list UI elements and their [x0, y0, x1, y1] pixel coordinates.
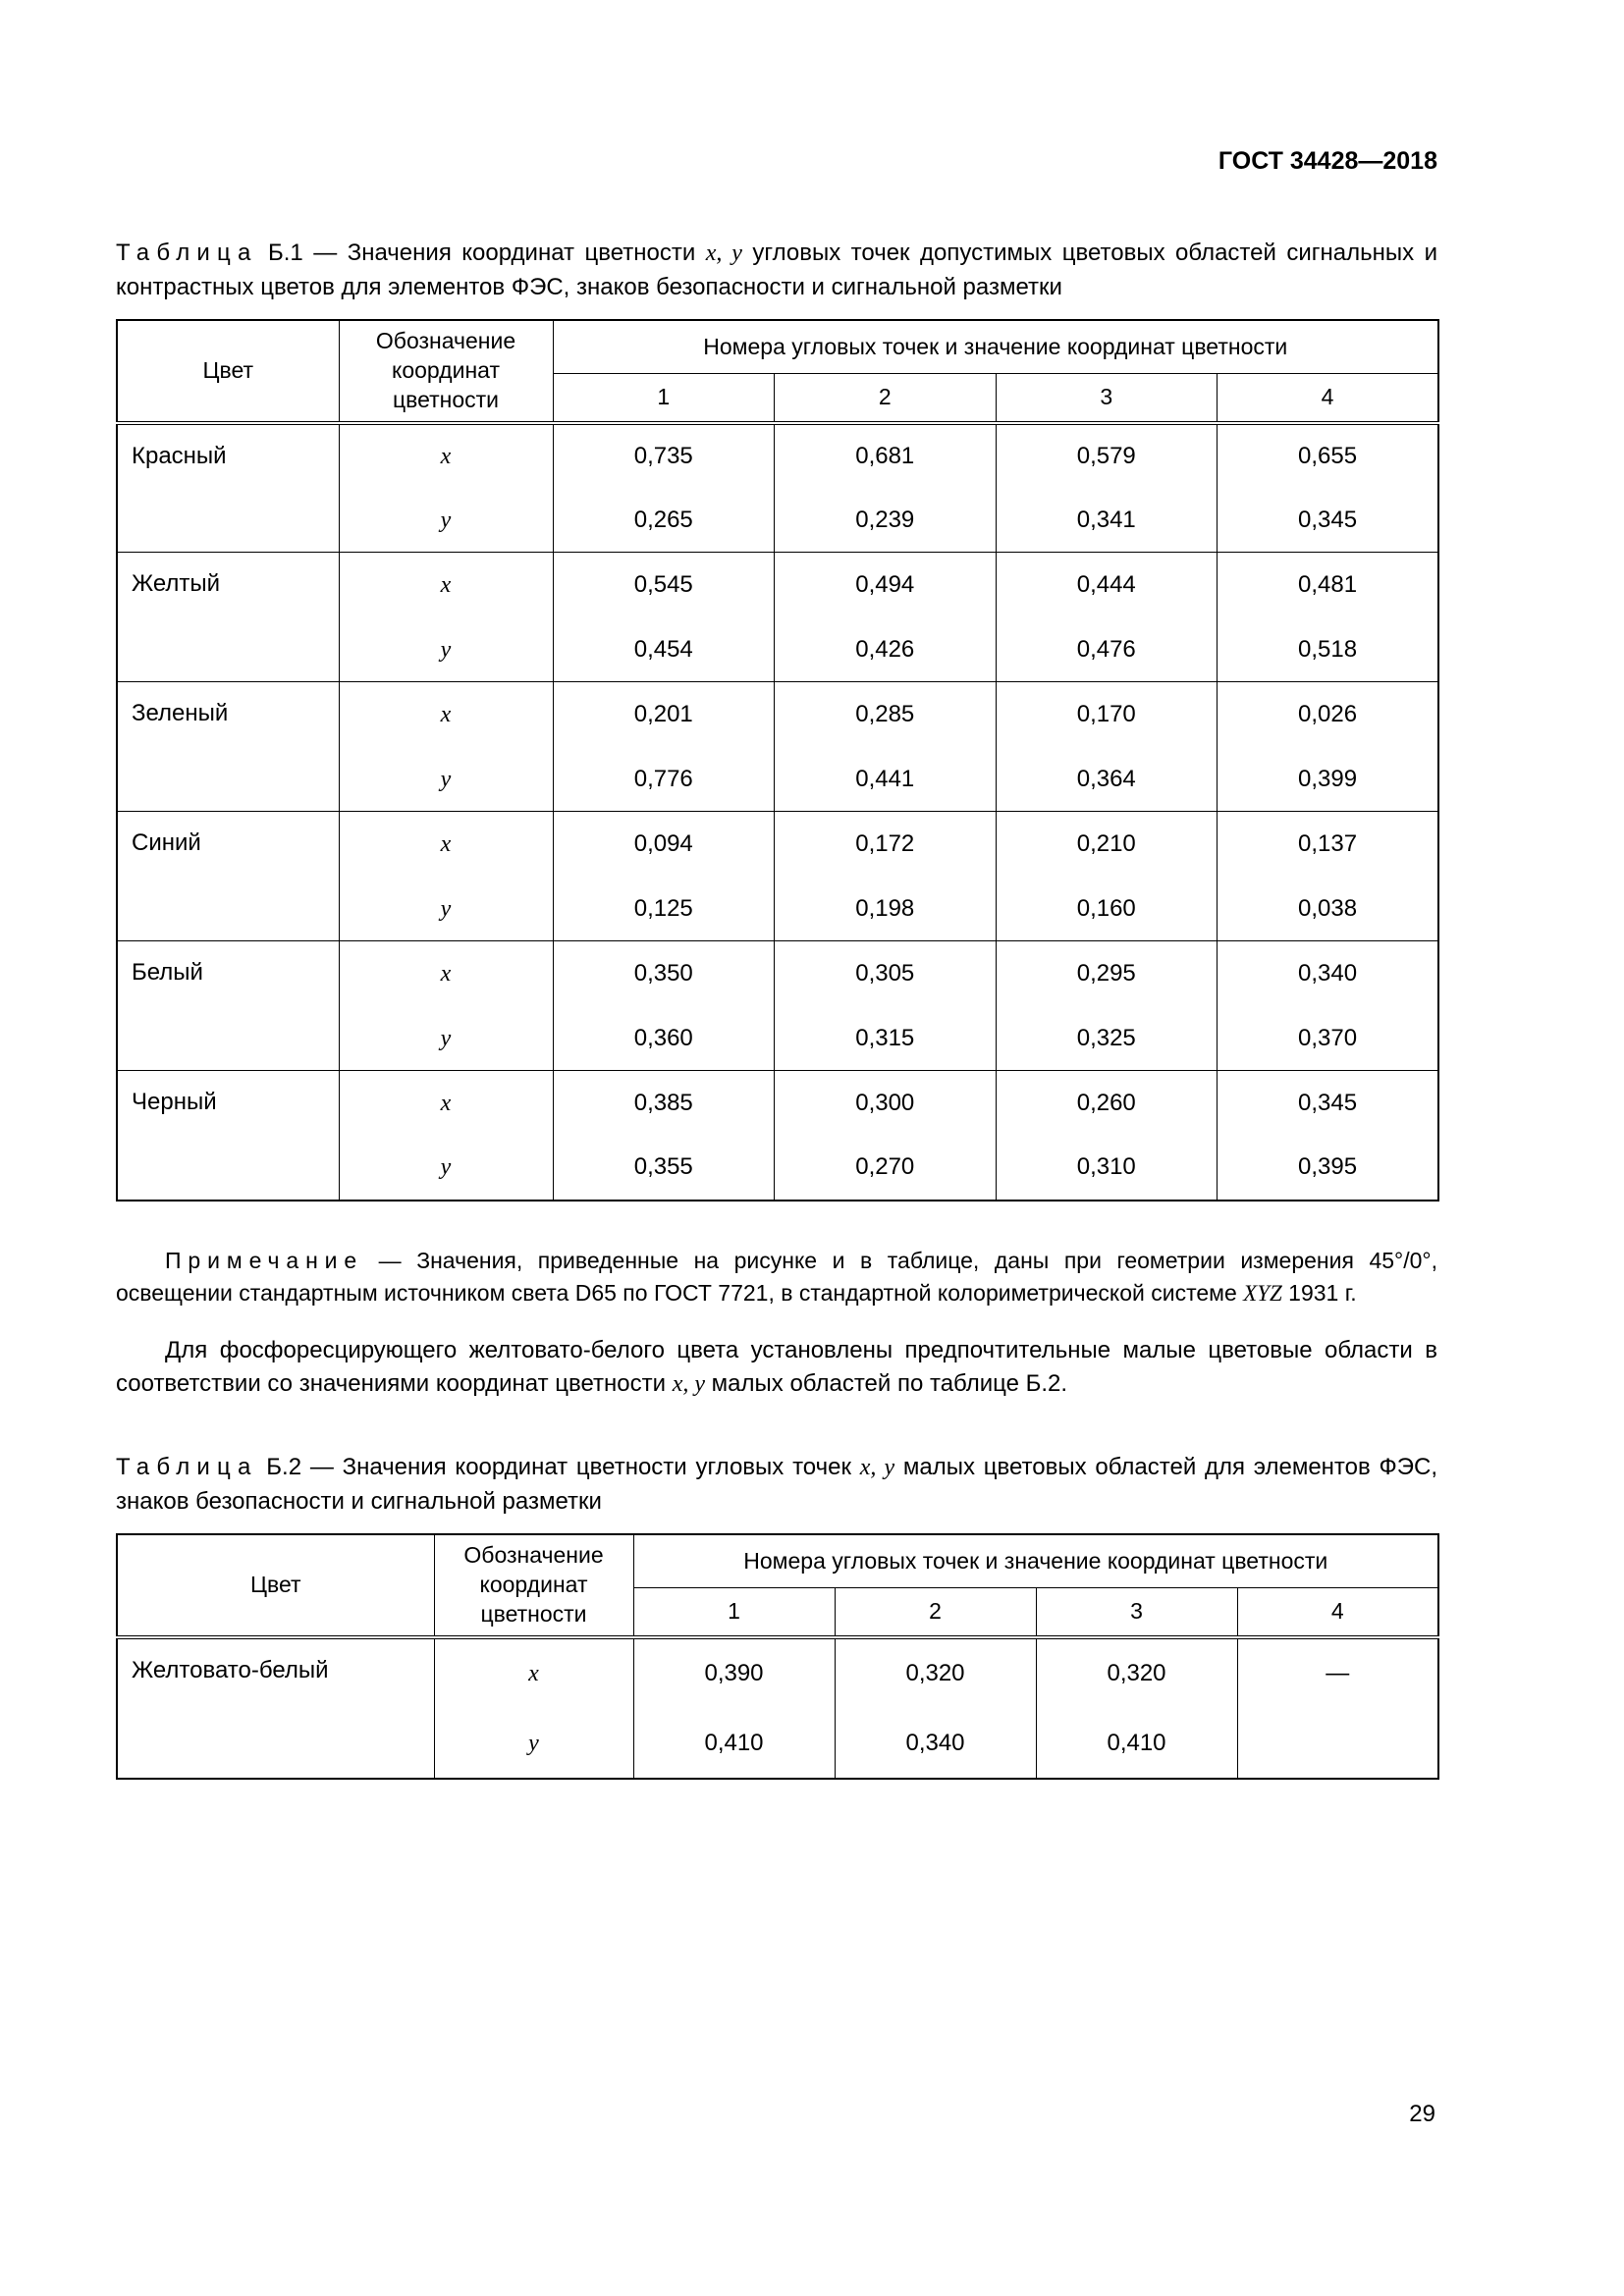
coord-label-cell	[434, 1708, 633, 1779]
coord-label-cell	[339, 423, 553, 488]
value-cell: 0,345	[1218, 1071, 1439, 1136]
coord-label-cell	[339, 682, 553, 747]
page-number: 29	[1409, 2101, 1435, 2127]
value-cell: 0,305	[775, 941, 997, 1006]
table-row	[117, 941, 1438, 1006]
column-header-designation: Обозначение координат цветности	[434, 1534, 633, 1637]
value-cell: 0,355	[553, 1136, 775, 1201]
table-row	[117, 553, 1438, 617]
value-cell: 0,310	[996, 1136, 1218, 1201]
value-cell: 0,198	[775, 877, 997, 941]
value-cell: 0,172	[775, 812, 997, 877]
table-row	[117, 423, 1438, 488]
value-cell: 0,399	[1218, 747, 1439, 812]
coord-label-cell	[434, 1637, 633, 1708]
value-cell: 0,265	[553, 488, 775, 553]
value-cell: 0,340	[1218, 941, 1439, 1006]
caption-text: малых цветовых областей для элементов ФЭС, знаков безопасности и сигнальной разметки	[116, 1454, 1438, 1515]
point-number-header: 2	[835, 1588, 1036, 1637]
table-row	[117, 1071, 1438, 1136]
value-cell: 0,364	[996, 747, 1218, 812]
coord-x-label: x	[440, 702, 452, 728]
coord-y-label: y	[440, 766, 452, 792]
caption-variables: x, y	[859, 1455, 895, 1481]
table-header-row	[117, 320, 1438, 373]
value-cell: 0,160	[996, 877, 1218, 941]
value-cell: 0,481	[1218, 553, 1439, 617]
point-number-header: 3	[1036, 1588, 1237, 1637]
column-header-color: Цвет	[117, 320, 339, 423]
coord-label-cell	[339, 941, 553, 1006]
table-b2-body	[117, 1637, 1438, 1779]
value-cell: 0,295	[996, 941, 1218, 1006]
color-name-cell: Белый	[117, 941, 339, 1071]
value-cell: 0,545	[553, 553, 775, 617]
value-cell: 0,026	[1218, 682, 1439, 747]
coord-y-label: y	[440, 507, 452, 533]
caption-number: Б.2	[266, 1454, 302, 1481]
column-header-color: Цвет	[117, 1534, 434, 1637]
note-text: — Значения, приведенные на рисунке и в таблице, даны при геометрии измерения 45°/0°, освещении стандартным источником света D65 по ГОСТ 7721, в стандартной колориметрической системе	[116, 1247, 1437, 1307]
value-cell: 0,300	[775, 1071, 997, 1136]
value-cell: 0,094	[553, 812, 775, 877]
coord-label-cell	[339, 812, 553, 877]
column-header-points: Номера угловых точек и значение координат цветности	[553, 320, 1438, 373]
coord-y-label: y	[440, 1154, 452, 1181]
value-cell: 0,210	[996, 812, 1218, 877]
coord-label-cell	[339, 1071, 553, 1136]
value-cell: 0,370	[1218, 1006, 1439, 1071]
value-cell: 0,390	[633, 1637, 835, 1708]
note-variable: XYZ	[1243, 1281, 1282, 1307]
value-cell: 0,579	[996, 423, 1218, 488]
coord-x-label: x	[440, 443, 452, 469]
table-b1-caption	[116, 237, 1437, 303]
point-number-header: 1	[553, 374, 775, 423]
value-cell	[1237, 1708, 1438, 1779]
color-name-cell: Желтовато-белый	[117, 1637, 434, 1779]
value-cell: 0,285	[775, 682, 997, 747]
caption-label: Таблица	[116, 1454, 258, 1481]
value-cell: 0,170	[996, 682, 1218, 747]
point-number-header: 2	[775, 374, 997, 423]
coord-x-label: x	[440, 1091, 452, 1117]
value-cell: 0,270	[775, 1136, 997, 1201]
coord-label-cell	[339, 553, 553, 617]
value-cell: 0,776	[553, 747, 775, 812]
color-name-cell: Черный	[117, 1071, 339, 1201]
value-cell: 0,201	[553, 682, 775, 747]
value-cell: 0,320	[1036, 1637, 1237, 1708]
paragraph-text: Для фосфоресцирующего желтовато-белого цвета установлены предпочтительные малые цветовые области в соответствии со значениями координат цветности	[116, 1336, 1437, 1398]
coord-x-label: x	[440, 831, 452, 858]
value-cell: 0,410	[633, 1708, 835, 1779]
caption-text: угловых точек допустимых цветовых областей сигнальных и контрастных цветов для элементов ФЭС, знаков безопасности и сигнальной разметки	[116, 240, 1438, 300]
value-cell: 0,340	[835, 1708, 1036, 1779]
value-cell: 0,410	[1036, 1708, 1237, 1779]
value-cell: 0,655	[1218, 423, 1439, 488]
table-b1	[116, 319, 1439, 1201]
coord-label-cell	[339, 488, 553, 553]
caption-number: Б.1	[268, 240, 303, 266]
caption-text: Значения координат цветности	[347, 240, 696, 266]
value-cell: 0,395	[1218, 1136, 1439, 1201]
doc-number: ГОСТ 34428—2018	[1218, 147, 1437, 175]
value-cell: 0,476	[996, 617, 1218, 682]
coord-y-label: y	[440, 895, 452, 922]
value-cell: 0,494	[775, 553, 997, 617]
coord-label-cell	[339, 617, 553, 682]
value-cell: 0,735	[553, 423, 775, 488]
color-name-cell: Желтый	[117, 553, 339, 682]
table-b2	[116, 1533, 1439, 1780]
value-cell: 0,441	[775, 747, 997, 812]
point-number-header: 1	[633, 1588, 835, 1637]
table-header-row	[117, 1534, 1438, 1587]
note-label: Примечание	[165, 1247, 364, 1273]
value-cell: 0,320	[835, 1637, 1036, 1708]
caption-label: Таблица	[116, 240, 258, 266]
note	[116, 1245, 1437, 1310]
caption-variables: x, y	[705, 240, 742, 266]
coord-y-label: y	[528, 1730, 539, 1756]
table-b1-body	[117, 423, 1438, 1201]
value-cell: 0,518	[1218, 617, 1439, 682]
coord-y-label: y	[440, 1025, 452, 1051]
value-cell: 0,125	[553, 877, 775, 941]
table-row	[117, 812, 1438, 877]
coord-label-cell	[339, 1006, 553, 1071]
paragraph-text: малых областей по таблице Б.2.	[705, 1370, 1068, 1398]
value-cell: 0,681	[775, 423, 997, 488]
coord-label-cell	[339, 747, 553, 812]
value-cell: 0,345	[1218, 488, 1439, 553]
value-cell: 0,444	[996, 553, 1218, 617]
value-cell: 0,315	[775, 1006, 997, 1071]
table-row	[117, 682, 1438, 747]
color-name-cell: Зеленый	[117, 682, 339, 812]
caption-dash: —	[309, 1454, 334, 1481]
value-cell: 0,350	[553, 941, 775, 1006]
value-cell: 0,260	[996, 1071, 1218, 1136]
value-cell: 0,385	[553, 1071, 775, 1136]
coord-x-label: x	[440, 572, 452, 599]
point-number-header: 3	[996, 374, 1218, 423]
value-cell: 0,038	[1218, 877, 1439, 941]
value-cell: 0,325	[996, 1006, 1218, 1071]
value-cell: 0,360	[553, 1006, 775, 1071]
column-header-points: Номера угловых точек и значение координат цветности	[633, 1534, 1438, 1587]
caption-dash: —	[313, 240, 338, 266]
point-number-header: 4	[1218, 374, 1439, 423]
note-text: 1931 г.	[1281, 1280, 1357, 1307]
coord-y-label: y	[440, 636, 452, 663]
value-cell: 0,137	[1218, 812, 1439, 877]
point-number-header: 4	[1237, 1588, 1438, 1637]
coord-x-label: x	[440, 961, 452, 988]
column-header-designation: Обозначение координат цветности	[339, 320, 553, 423]
paragraph-variables: x, y	[672, 1371, 706, 1398]
coord-x-label: x	[528, 1661, 539, 1686]
coord-label-cell	[339, 1136, 553, 1201]
caption-text: Значения координат цветности угловых точек	[342, 1454, 851, 1481]
table-b2-caption	[116, 1451, 1437, 1518]
color-name-cell: Синий	[117, 812, 339, 941]
coord-label-cell	[339, 877, 553, 941]
table-row	[117, 1637, 1438, 1708]
value-cell: 0,426	[775, 617, 997, 682]
value-cell: —	[1237, 1637, 1438, 1708]
value-cell: 0,454	[553, 617, 775, 682]
value-cell: 0,239	[775, 488, 997, 553]
value-cell: 0,341	[996, 488, 1218, 553]
color-name-cell: Красный	[117, 423, 339, 553]
body-paragraph	[116, 1334, 1437, 1403]
